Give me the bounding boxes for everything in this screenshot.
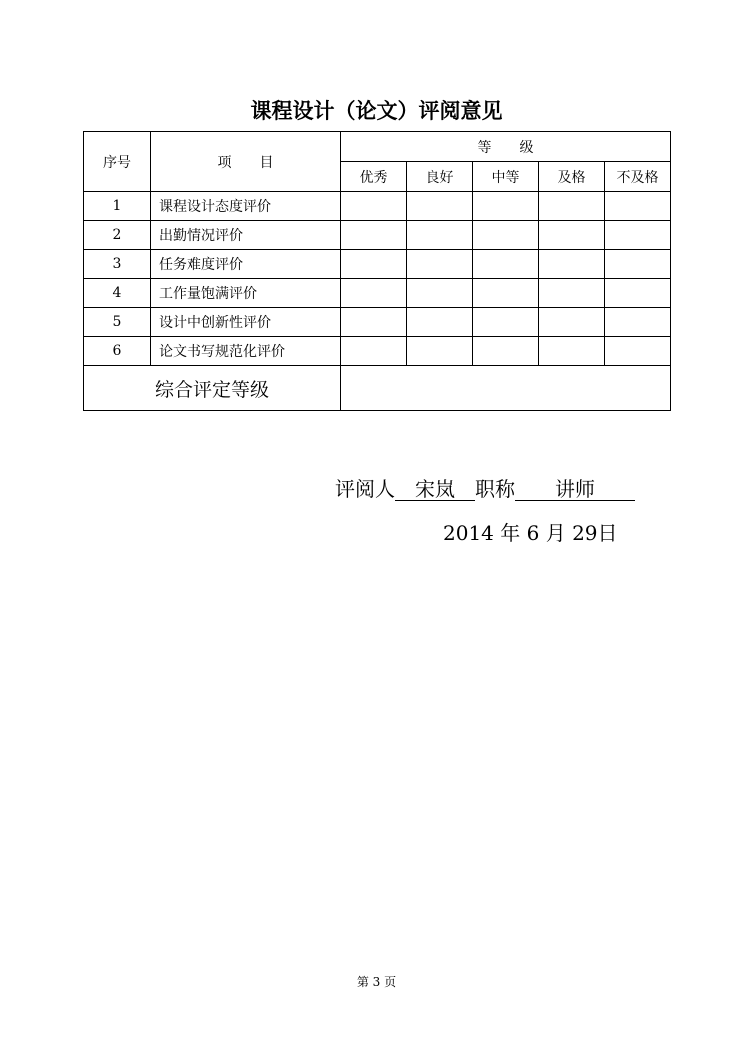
date-year-unit: 年 <box>500 521 521 545</box>
grade-cell <box>341 221 407 250</box>
table-row <box>84 337 671 366</box>
grade-cell <box>407 221 473 250</box>
overall-row <box>84 366 671 411</box>
review-table <box>83 131 671 411</box>
grade-cell <box>407 308 473 337</box>
footer-page-number: 3 <box>372 975 381 989</box>
grade-cell <box>539 192 605 221</box>
date-month-unit: 月 <box>545 521 566 545</box>
row-seq: 3 <box>84 250 151 279</box>
grade-cell <box>341 337 407 366</box>
grade-medium: 中等 <box>473 162 539 192</box>
table-row <box>84 250 671 279</box>
grade-cell <box>539 279 605 308</box>
grade-cell <box>539 337 605 366</box>
grade-cell <box>539 250 605 279</box>
row-item: 任务难度评价 <box>151 250 341 279</box>
signature-line <box>335 473 635 502</box>
table-header-row <box>84 132 671 162</box>
grade-cell <box>605 221 671 250</box>
header-item: 项 目 <box>151 132 341 192</box>
grade-cell <box>605 308 671 337</box>
grade-cell <box>473 308 539 337</box>
grade-cell <box>341 192 407 221</box>
grade-cell <box>605 192 671 221</box>
row-item: 设计中创新性评价 <box>151 308 341 337</box>
row-item: 课程设计态度评价 <box>151 192 341 221</box>
grade-cell <box>605 337 671 366</box>
grade-cell <box>341 308 407 337</box>
table-row <box>84 192 671 221</box>
document-title: 课程设计（论文）评阅意见 <box>250 99 503 123</box>
grade-cell <box>539 221 605 250</box>
table-row <box>84 279 671 308</box>
page-footer <box>0 973 753 990</box>
row-seq: 5 <box>84 308 151 337</box>
grade-cell <box>473 337 539 366</box>
table-row <box>84 221 671 250</box>
title-label: 职称 <box>475 477 515 501</box>
footer-prefix: 第 <box>356 975 369 989</box>
title-value: 讲师 <box>555 477 595 501</box>
table-row <box>84 308 671 337</box>
date-line <box>443 517 618 546</box>
grade-good: 良好 <box>407 162 473 192</box>
overall-label-cell <box>84 366 341 411</box>
grade-cell <box>539 308 605 337</box>
grade-cell <box>341 250 407 279</box>
grade-cell <box>407 250 473 279</box>
row-item: 论文书写规范化评价 <box>151 337 341 366</box>
grade-cell <box>407 192 473 221</box>
header-grade: 等 级 <box>341 132 671 162</box>
reviewer-name-field <box>395 478 475 501</box>
grade-fail: 不及格 <box>605 162 671 192</box>
grade-excellent: 优秀 <box>341 162 407 192</box>
grade-pass: 及格 <box>539 162 605 192</box>
date-month: 6 <box>526 521 540 545</box>
overall-label: 综合评定等级 <box>154 378 269 401</box>
date-year: 2014 <box>443 521 494 545</box>
overall-value-cell <box>341 366 671 411</box>
footer-suffix: 页 <box>384 975 397 989</box>
row-seq: 2 <box>84 221 151 250</box>
grade-cell <box>473 192 539 221</box>
grade-cell <box>473 279 539 308</box>
date-day-unit: 日 <box>597 521 618 545</box>
title-value-field <box>515 478 635 501</box>
grade-cell <box>473 221 539 250</box>
row-seq: 4 <box>84 279 151 308</box>
row-item: 工作量饱满评价 <box>151 279 341 308</box>
grade-cell <box>605 250 671 279</box>
grade-cell <box>605 279 671 308</box>
header-seq: 序号 <box>84 132 151 192</box>
row-seq: 1 <box>84 192 151 221</box>
row-item: 出勤情况评价 <box>151 221 341 250</box>
grade-cell <box>407 279 473 308</box>
grade-cell <box>407 337 473 366</box>
reviewer-name: 宋岚 <box>415 477 455 501</box>
grade-cell <box>473 250 539 279</box>
row-seq: 6 <box>84 337 151 366</box>
grade-cell <box>341 279 407 308</box>
reviewer-label: 评阅人 <box>335 477 395 501</box>
date-day: 29 <box>572 521 598 545</box>
